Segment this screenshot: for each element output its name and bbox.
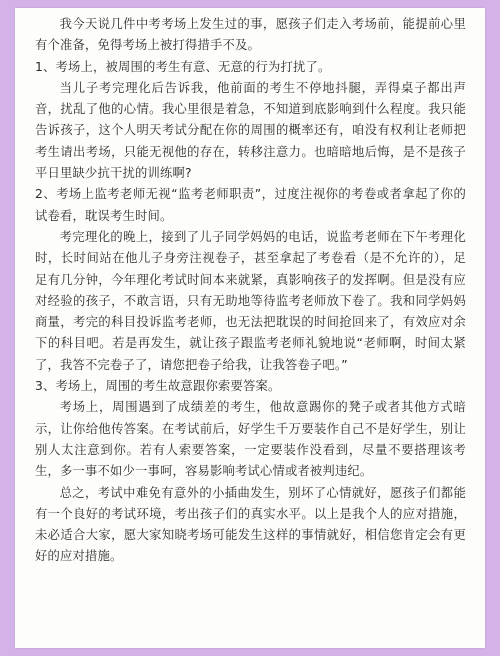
paragraph: 考场上，周围遇到了成绩差的考生，他故意踢你的凳子或者其他方式暗示，让你给他传答案。在考试前后，好学生千万要装作自己不是好学生，别让别人太注意到你。若有人索要答案，一定要装作没看到，尽量不要搭理该考生，多一事不如少一事呵，容易影响考试心情或者被判违纪。 bbox=[35, 400, 466, 479]
document-page bbox=[15, 8, 485, 648]
paragraph: 我今天说几件中考考场上发生过的事，愿孩子们走入考场前，能提前心里有个准备，免得考场上被打得措手不及。 bbox=[35, 17, 466, 53]
paragraph: 考完理化的晚上，接到了儿子同学妈妈的电话，说监考老师在下午考理化时，长时间站在他儿子身旁注视卷子，甚至拿起了考卷看（是不允许的），足足有几分钟，今年理化考试时间本来就紧，真影响孩子的发挥啊。但是没有应对经验的孩子，不敢言语，只有无助地等待监考老师放下卷了。我和同学妈妈商量，考完的科目投诉监考老师，也无法把耽误的时间抢回来了，有效应对余下的科目吧。若是再发生，就让孩子跟监考老师礼貌地说“老师啊，时间太紧了，我答不完卷子了，请您把卷子给我，让我答卷子吧。” bbox=[35, 229, 466, 372]
paragraph: 当儿子考完理化后告诉我，他前面的考生不停地抖腿，弄得桌子都出声音，扰乱了他的心情。我心里很是着急，不知道到底影响到什么程度。我只能告诉孩子，这个人明天考试分配在你的周围的概率还有，咱没有权利让老师把考生请出考场，只能无视他的存在，转移注意力。也暗暗地后悔，是不是孩子平日里缺少抗干扰的训练啊? bbox=[35, 80, 466, 181]
paragraph: 总之，考试中难免有意外的小插曲发生，别坏了心情就好，愿孩子们都能有一个良好的考试环境，考出孩子们的真实水平。以上是我个人的应对措施，未必适合大家，愿大家知晓考场可能发生这样的事情就好，相信您肯定会有更好的应对措施。 bbox=[35, 485, 466, 564]
paragraph: 1、考场上，被周围的考生有意、无意的行为打扰了。 bbox=[35, 59, 331, 74]
paragraph: 2、考场上监考老师无视“监考老师职责”，过度注视你的考卷或者拿起了你的试卷看，耽误考生时间。 bbox=[35, 187, 466, 223]
document-body bbox=[35, 14, 466, 568]
paragraph: 3、考场上，周围的考生故意跟你索要答案。 bbox=[35, 379, 281, 394]
